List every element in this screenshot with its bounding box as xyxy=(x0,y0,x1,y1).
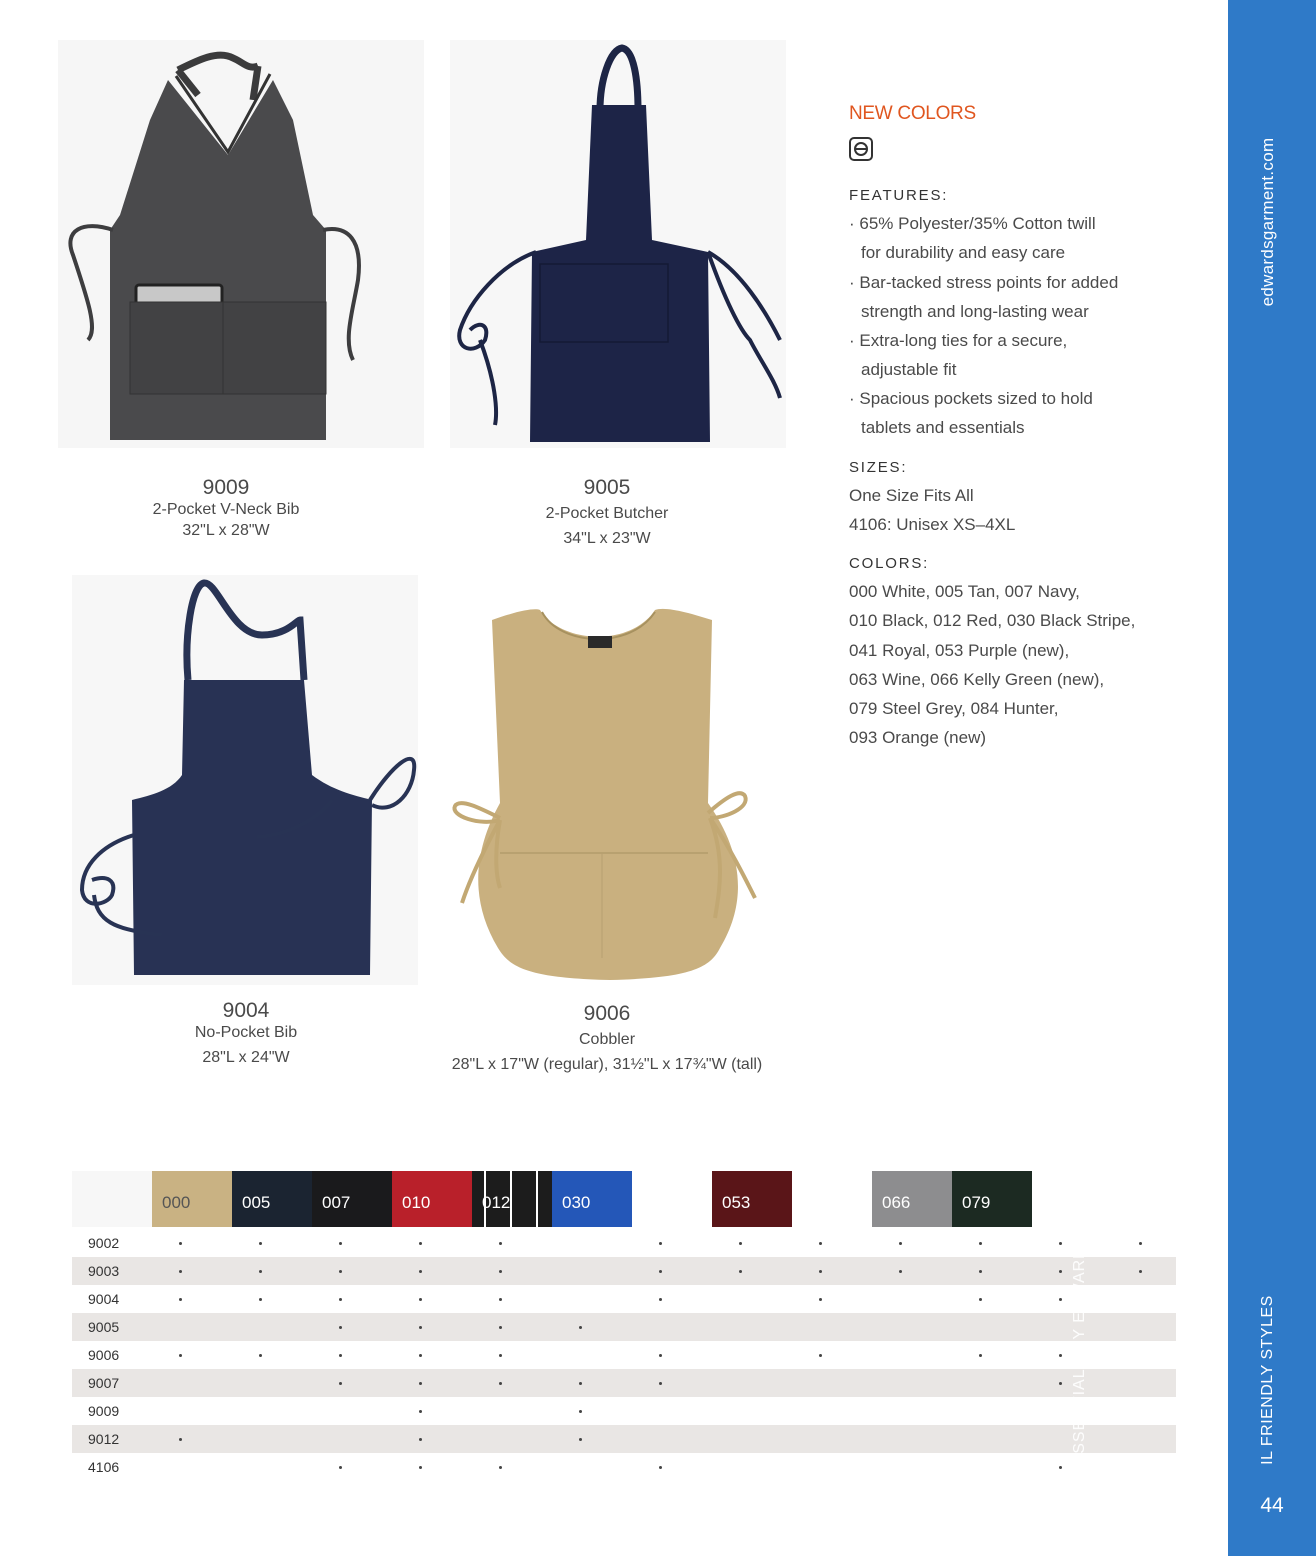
availability-dot xyxy=(179,1298,182,1301)
table-row-code: 9005 xyxy=(88,1319,120,1335)
feature-line: strength and long-lasting wear xyxy=(861,302,1089,321)
product-code: 9009 xyxy=(202,476,250,499)
availability-dot xyxy=(419,1410,422,1413)
size-line: One Size Fits All xyxy=(849,486,974,505)
table-row-code: 4106 xyxy=(88,1459,120,1475)
availability-dot xyxy=(1059,1298,1062,1301)
color-line: 063 Wine, 066 Kelly Green (new), xyxy=(849,670,1105,689)
availability-dot xyxy=(339,1326,342,1329)
features-heading: FEATURES: xyxy=(849,187,949,204)
availability-dot xyxy=(659,1242,662,1245)
color-line: 000 White, 005 Tan, 007 Navy, xyxy=(849,582,1080,601)
availability-dot xyxy=(579,1410,582,1413)
availability-dot xyxy=(1139,1270,1142,1273)
website-url: edwardsgarment.com xyxy=(1258,137,1277,307)
color-swatch xyxy=(312,1171,392,1227)
table-row-band xyxy=(72,1425,1176,1453)
availability-dot xyxy=(419,1326,422,1329)
color-swatch xyxy=(72,1171,152,1227)
swatch-code: 007 xyxy=(322,1193,351,1212)
availability-dot xyxy=(499,1270,502,1273)
availability-dot xyxy=(579,1326,582,1329)
availability-dot xyxy=(819,1298,822,1301)
availability-dot xyxy=(179,1270,182,1273)
product-code: 9005 xyxy=(583,476,631,499)
color-swatch xyxy=(632,1171,712,1227)
size-line: 4106: Unisex XS–4XL xyxy=(849,515,1016,534)
page-number: 44 xyxy=(1260,1494,1284,1517)
color-line: 079 Steel Grey, 084 Hunter, xyxy=(849,699,1059,718)
availability-dot xyxy=(499,1298,502,1301)
availability-dot xyxy=(419,1270,422,1273)
availability-dot xyxy=(1139,1242,1142,1245)
color-swatch xyxy=(792,1171,872,1227)
availability-dot xyxy=(659,1354,662,1357)
availability-dot xyxy=(979,1242,982,1245)
availability-dot xyxy=(659,1382,662,1385)
availability-dot xyxy=(339,1242,342,1245)
availability-dot xyxy=(259,1270,262,1273)
availability-dot xyxy=(979,1270,982,1273)
sizes-heading: SIZES: xyxy=(849,459,908,476)
availability-dot xyxy=(419,1466,422,1469)
availability-dot xyxy=(179,1242,182,1245)
availability-dot xyxy=(659,1298,662,1301)
swatch-code: 079 xyxy=(962,1193,991,1212)
table-row-code: 9009 xyxy=(88,1403,120,1419)
availability-dot xyxy=(339,1298,342,1301)
feature-line: · Extra-long ties for a secure, xyxy=(849,331,1068,350)
availability-dot xyxy=(419,1242,422,1245)
availability-dot xyxy=(259,1354,262,1357)
availability-dot xyxy=(419,1354,422,1357)
table-row-code: 9004 xyxy=(88,1291,120,1307)
swatch-code: 005 xyxy=(242,1193,271,1212)
product-image-9006 xyxy=(440,598,776,990)
availability-dot xyxy=(339,1354,342,1357)
color-swatch xyxy=(872,1171,952,1227)
availability-dot xyxy=(339,1466,342,1469)
product-code: 9006 xyxy=(583,1002,631,1025)
table-row-code: 9012 xyxy=(88,1431,120,1447)
feature-line: tablets and essentials xyxy=(861,418,1025,437)
table-row-band xyxy=(72,1369,1176,1397)
availability-dot xyxy=(419,1298,422,1301)
product-dimensions: 28"L x 17"W (regular), 31½"L x 17¾"W (tall) xyxy=(451,1056,763,1073)
availability-dot xyxy=(739,1242,742,1245)
availability-dot xyxy=(419,1382,422,1385)
availability-dot xyxy=(259,1242,262,1245)
color-swatch xyxy=(472,1171,552,1227)
swatch-code: 030 xyxy=(562,1193,591,1212)
table-row-code: 9006 xyxy=(88,1347,120,1363)
availability-dot xyxy=(1059,1242,1062,1245)
table-row-code: 9002 xyxy=(88,1235,120,1251)
availability-dot xyxy=(659,1270,662,1273)
availability-dot xyxy=(499,1242,502,1245)
feature-line: · 65% Polyester/35% Cotton twill xyxy=(849,214,1096,233)
color-swatch xyxy=(552,1171,632,1227)
availability-dot xyxy=(579,1382,582,1385)
feature-line: · Bar-tacked stress points for added xyxy=(849,273,1119,292)
table-row-band xyxy=(72,1313,1176,1341)
availability-dot xyxy=(659,1466,662,1469)
availability-dot xyxy=(339,1382,342,1385)
color-line: 093 Orange (new) xyxy=(849,728,987,747)
availability-dot xyxy=(1059,1270,1062,1273)
availability-dot xyxy=(819,1242,822,1245)
availability-dot xyxy=(499,1326,502,1329)
watermark-text: ESSENTIALS BY EDWARDS xyxy=(1071,1234,1088,1466)
product-name: Cobbler xyxy=(578,1031,636,1048)
product-dimensions: 32"L x 28"W xyxy=(182,522,270,539)
availability-dot xyxy=(499,1382,502,1385)
availability-dot xyxy=(179,1438,182,1441)
availability-dot xyxy=(499,1354,502,1357)
availability-dot xyxy=(899,1270,902,1273)
color-swatch xyxy=(232,1171,312,1227)
availability-dot xyxy=(339,1270,342,1273)
swatch-code: 012 xyxy=(482,1193,511,1212)
product-image-9004 xyxy=(72,575,418,985)
feature-line: for durability and easy care xyxy=(861,243,1066,262)
availability-dot xyxy=(499,1466,502,1469)
product-dimensions: 28"L x 24"W xyxy=(202,1049,290,1066)
table-row-band xyxy=(72,1257,1176,1285)
product-name: 2-Pocket Butcher xyxy=(545,505,669,522)
colors-heading: COLORS: xyxy=(849,555,930,572)
color-line: 010 Black, 012 Red, 030 Black Stripe, xyxy=(849,611,1136,630)
section-title: IL FRIENDLY STYLES xyxy=(1259,1295,1276,1465)
availability-dot xyxy=(899,1242,902,1245)
availability-dot xyxy=(819,1354,822,1357)
availability-dot xyxy=(579,1438,582,1441)
availability-dot xyxy=(979,1298,982,1301)
swatch-code: 066 xyxy=(882,1193,911,1212)
color-swatch xyxy=(952,1171,1032,1227)
availability-dot xyxy=(1059,1466,1062,1469)
new-colors-label: NEW COLORS xyxy=(849,103,976,124)
feature-line: adjustable fit xyxy=(861,360,957,379)
color-line: 041 Royal, 053 Purple (new), xyxy=(849,641,1070,660)
availability-dot xyxy=(979,1354,982,1357)
swatch-code: 010 xyxy=(402,1193,431,1212)
availability-dot xyxy=(739,1270,742,1273)
availability-dot xyxy=(1059,1354,1062,1357)
table-row-code: 9007 xyxy=(88,1375,120,1391)
table-row-code: 9003 xyxy=(88,1263,120,1279)
swatch-code: 053 xyxy=(722,1193,751,1212)
product-image-9005 xyxy=(450,40,786,448)
color-swatch xyxy=(152,1171,232,1227)
product-name: 2-Pocket V-Neck Bib xyxy=(152,501,300,518)
product-image-9009 xyxy=(58,40,424,448)
product-name: No-Pocket Bib xyxy=(194,1024,298,1041)
availability-dot xyxy=(179,1354,182,1357)
swatch-code: 000 xyxy=(162,1193,191,1212)
feature-line: · Spacious pockets sized to hold xyxy=(849,389,1093,408)
product-code: 9004 xyxy=(222,999,270,1022)
color-swatch xyxy=(712,1171,792,1227)
availability-dot xyxy=(259,1298,262,1301)
availability-dot xyxy=(819,1270,822,1273)
color-swatch xyxy=(392,1171,472,1227)
availability-dot xyxy=(1059,1382,1062,1385)
availability-dot xyxy=(419,1438,422,1441)
product-dimensions: 34"L x 23"W xyxy=(563,530,651,547)
new-colors-icon xyxy=(849,137,873,161)
